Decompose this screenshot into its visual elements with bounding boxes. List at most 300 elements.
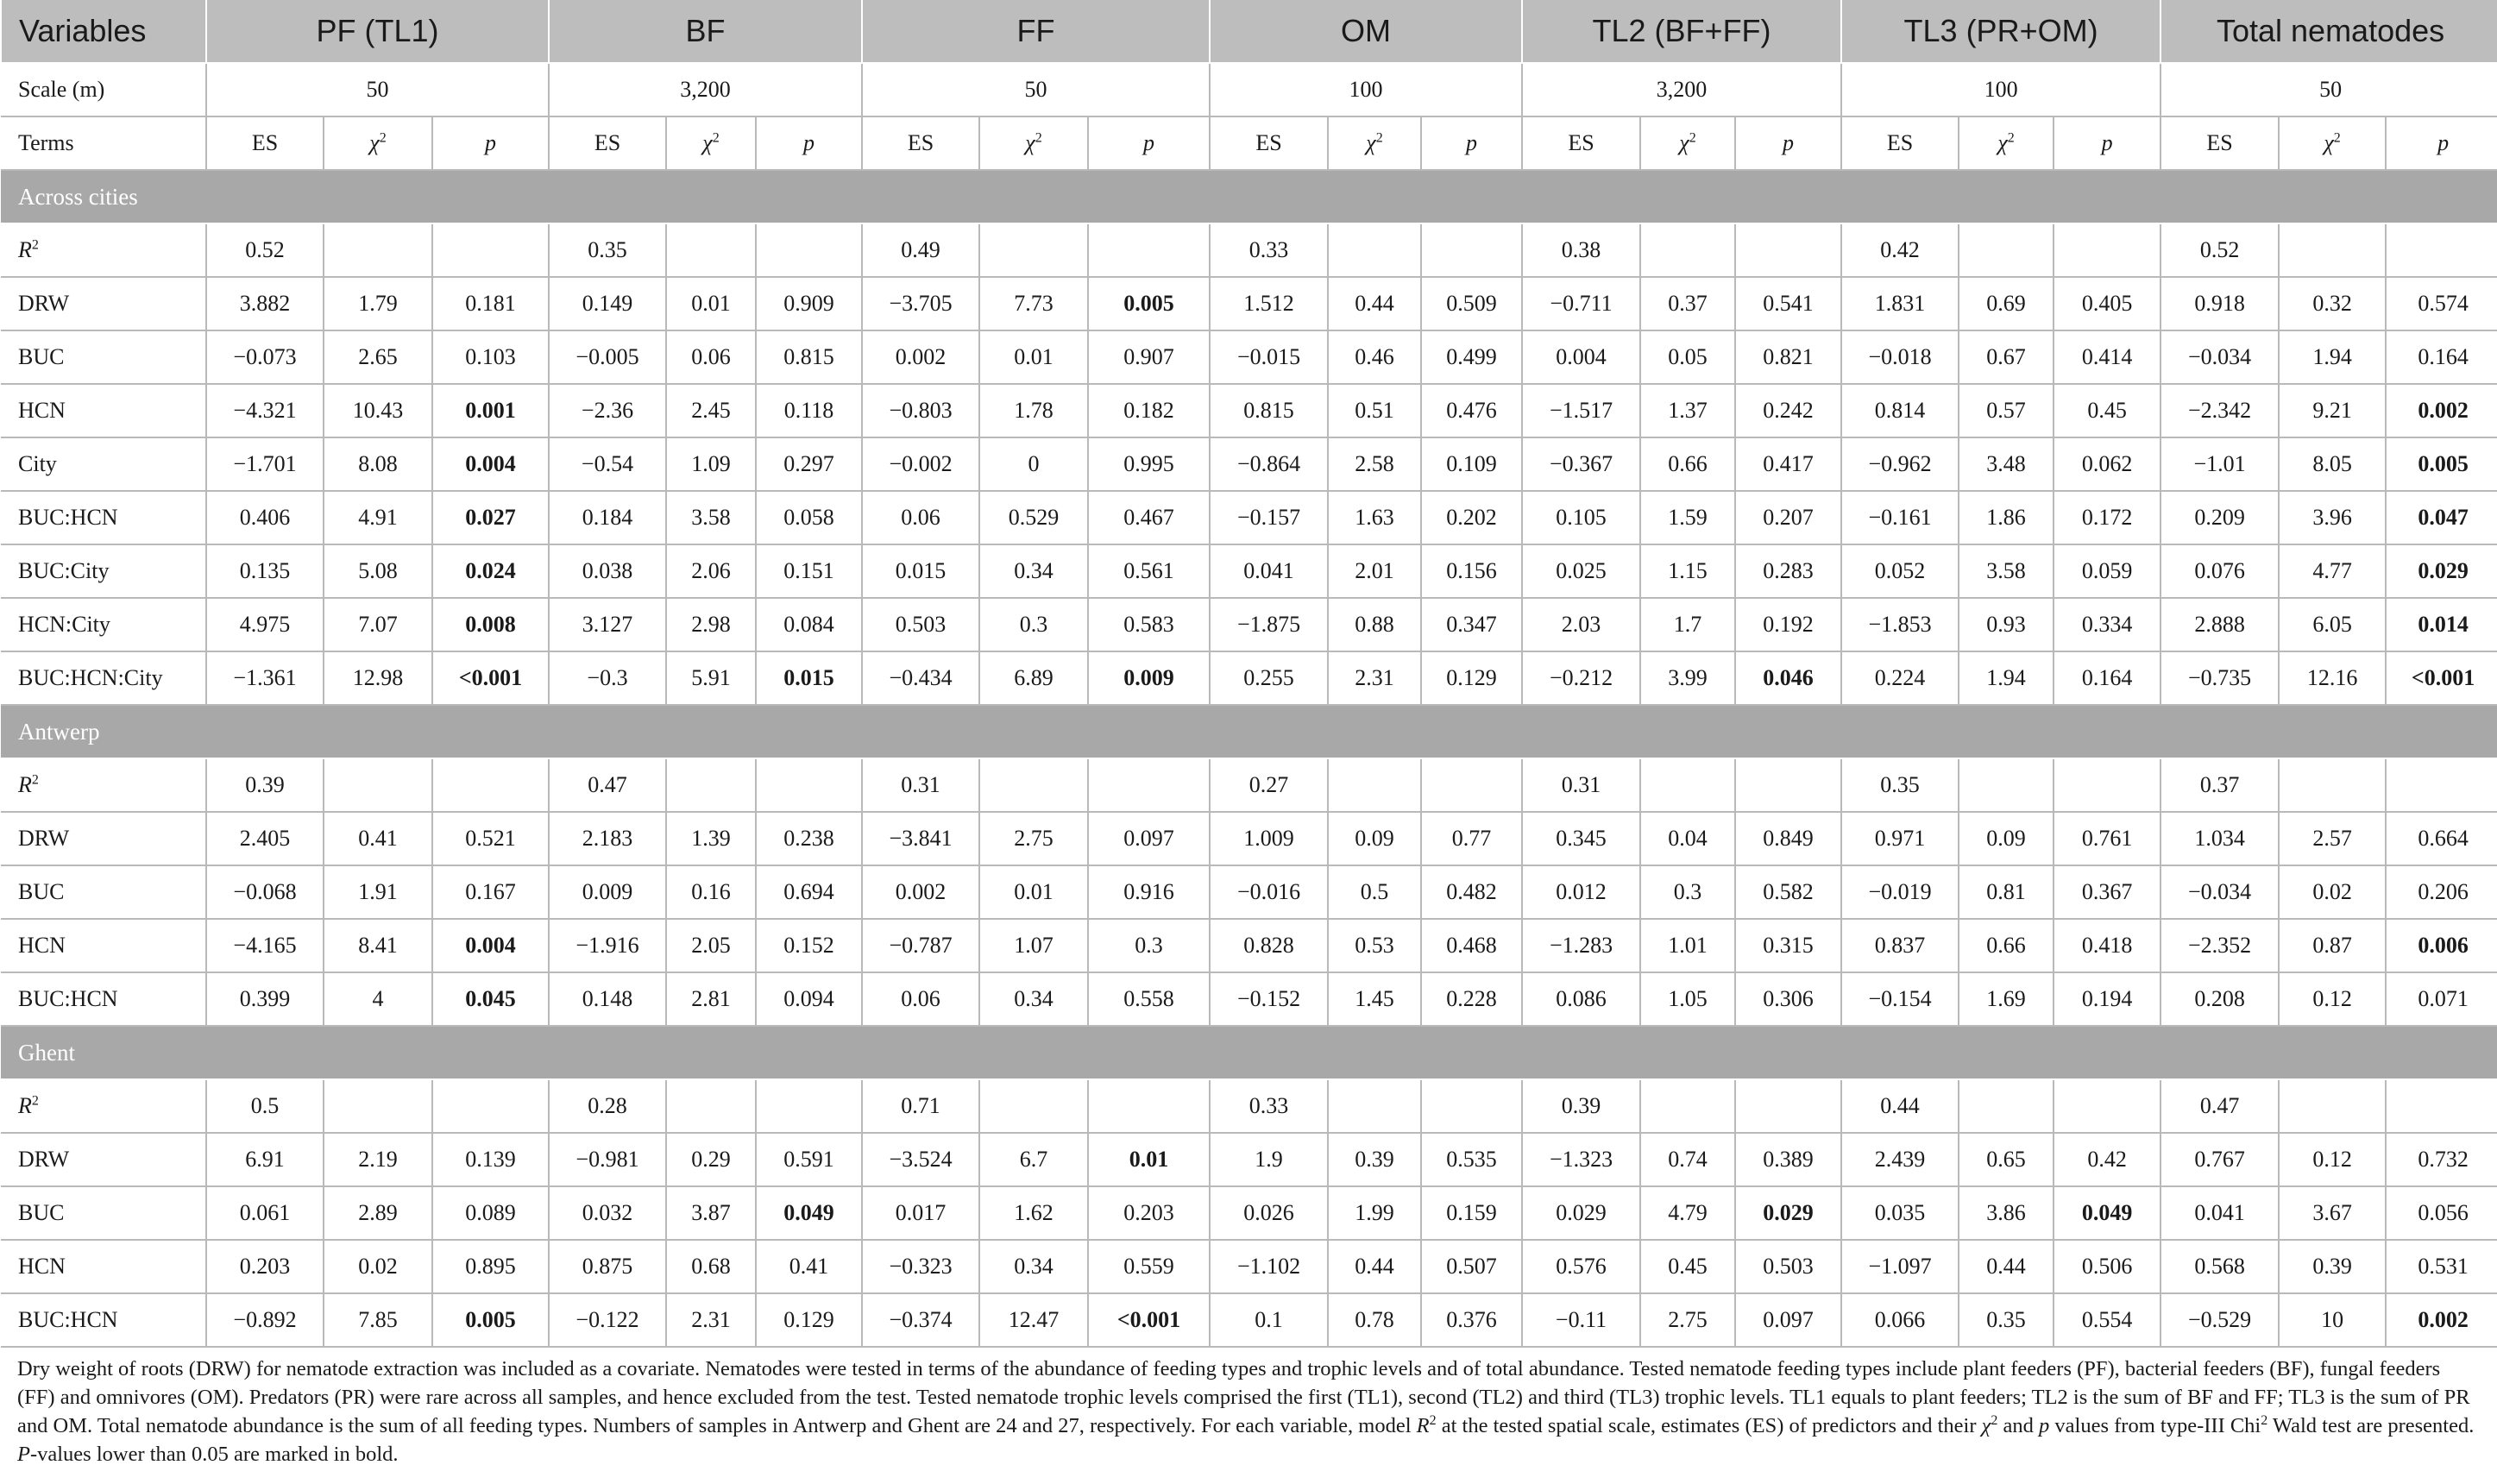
chi-square-cell: 0.41 — [324, 812, 432, 865]
chi-square-cell: 1.09 — [666, 437, 756, 491]
header-column-5: TL3 (PR+OM) — [1841, 0, 2161, 63]
p-value-cell: 0.242 — [1735, 384, 1841, 437]
p-value-cell: 0.139 — [432, 1133, 549, 1186]
footnote-chi-sup: 2 — [1991, 1412, 1998, 1428]
p-value-cell: 0.004 — [432, 919, 549, 972]
empty-cell — [1735, 758, 1841, 812]
chi-symbol: χ — [1679, 130, 1689, 155]
estimate-cell: −0.073 — [206, 330, 324, 384]
estimate-cell: −0.434 — [862, 651, 979, 705]
term-label: City — [1, 437, 206, 491]
header-column-4: TL2 (BF+FF) — [1522, 0, 1841, 63]
p-value-cell: 0.152 — [756, 919, 862, 972]
chi-square-cell: 3.86 — [1959, 1186, 2054, 1240]
chi-square-cell: 2.58 — [1328, 437, 1421, 491]
r2-value: 0.52 — [2161, 223, 2279, 277]
p-value-cell: 0.005 — [432, 1293, 549, 1347]
footnote-text-6: -values lower than 0.05 are marked in bold. — [29, 1443, 399, 1466]
empty-cell — [666, 223, 756, 277]
p-value-cell: 0.821 — [1735, 330, 1841, 384]
r2-value: 0.38 — [1522, 223, 1640, 277]
p-value-cell: 0.089 — [432, 1186, 549, 1240]
estimate-cell: 0.875 — [549, 1240, 666, 1293]
estimate-cell: 0.837 — [1841, 919, 1959, 972]
terms-chi-square — [1328, 116, 1421, 170]
term-label: BUC — [1, 1186, 206, 1240]
p-value-cell: 0.206 — [2386, 865, 2497, 919]
chi-square-cell: 0.67 — [1959, 330, 2054, 384]
chi-square-cell: 0.81 — [1959, 865, 2054, 919]
p-value-cell: 0.004 — [432, 437, 549, 491]
p-symbol: p — [2101, 130, 2113, 155]
section-header-row — [1, 705, 2497, 758]
header-column-3: OM — [1210, 0, 1522, 63]
chi-square-cell: 1.94 — [2279, 330, 2386, 384]
empty-cell — [324, 1079, 432, 1133]
chi-square-cell: 8.05 — [2279, 437, 2386, 491]
empty-cell — [1640, 223, 1735, 277]
r2-value: 0.35 — [549, 223, 666, 277]
chi-square-cell: 10 — [2279, 1293, 2386, 1347]
chi-square-cell: 1.99 — [1328, 1186, 1421, 1240]
estimate-cell: −0.367 — [1522, 437, 1640, 491]
p-value-cell: 0.058 — [756, 491, 862, 544]
estimate-cell: 6.91 — [206, 1133, 324, 1186]
estimate-cell: 0.041 — [1210, 544, 1328, 598]
estimate-cell: −1.097 — [1841, 1240, 1959, 1293]
terms-label: Terms — [1, 116, 206, 170]
p-value-cell: 0.182 — [1088, 384, 1210, 437]
section-title: Ghent — [1, 1026, 2497, 1079]
empty-cell — [1735, 223, 1841, 277]
p-value-cell: 0.029 — [2386, 544, 2497, 598]
estimate-cell: 0.815 — [1210, 384, 1328, 437]
term-label: DRW — [1, 277, 206, 330]
p-value-cell: 0.541 — [1735, 277, 1841, 330]
chi-square-cell: 0.34 — [979, 972, 1088, 1026]
terms-es: ES — [862, 116, 979, 170]
table-row — [1, 277, 2497, 330]
estimate-cell: 0.135 — [206, 544, 324, 598]
r2-value: 0.47 — [549, 758, 666, 812]
estimate-cell: −0.005 — [549, 330, 666, 384]
estimate-cell: −1.701 — [206, 437, 324, 491]
r2-label — [1, 758, 206, 812]
chi-square-cell: 0.09 — [1959, 812, 2054, 865]
terms-p — [756, 116, 862, 170]
estimate-cell: −0.323 — [862, 1240, 979, 1293]
estimate-cell: 0.061 — [206, 1186, 324, 1240]
chi-square-cell: 1.78 — [979, 384, 1088, 437]
estimate-cell: 0.052 — [1841, 544, 1959, 598]
p-value-cell: 0.503 — [1735, 1240, 1841, 1293]
estimate-cell: 0.148 — [549, 972, 666, 1026]
chi-square-cell: 0.29 — [666, 1133, 756, 1186]
chi-square-cell: 2.75 — [1640, 1293, 1735, 1347]
estimate-cell: 3.882 — [206, 277, 324, 330]
empty-cell — [1328, 758, 1421, 812]
chi-symbol: χ — [1366, 130, 1376, 155]
header-column-0: PF (TL1) — [206, 0, 549, 63]
chi-square-cell: 0.65 — [1959, 1133, 2054, 1186]
empty-cell — [2054, 758, 2161, 812]
estimate-cell: −0.015 — [1210, 330, 1328, 384]
term-label: BUC:HCN — [1, 491, 206, 544]
p-value-cell: 0.694 — [756, 865, 862, 919]
r2-symbol: R — [18, 237, 32, 262]
p-value-cell: 0.129 — [756, 1293, 862, 1347]
estimate-cell: 0.041 — [2161, 1186, 2279, 1240]
estimate-cell: −0.54 — [549, 437, 666, 491]
r2-superscript: 2 — [31, 1093, 39, 1109]
table-row — [1, 437, 2497, 491]
chi-square-cell: 0.3 — [1640, 865, 1735, 919]
p-value-cell: 0.103 — [432, 330, 549, 384]
estimate-cell: 0.06 — [862, 972, 979, 1026]
p-value-cell: 0.561 — [1088, 544, 1210, 598]
chi-square-cell: 0.45 — [1640, 1240, 1735, 1293]
estimate-cell: −1.01 — [2161, 437, 2279, 491]
chi-square-cell: 0.34 — [979, 1240, 1088, 1293]
chi-square-cell: 1.37 — [1640, 384, 1735, 437]
scale-value: 100 — [1210, 63, 1522, 116]
table-row — [1, 651, 2497, 705]
p-value-cell: 0.059 — [2054, 544, 2161, 598]
p-value-cell: 0.42 — [2054, 1133, 2161, 1186]
footnote-chi: χ — [1981, 1414, 1991, 1437]
scale-value: 50 — [862, 63, 1210, 116]
estimate-cell: 2.405 — [206, 812, 324, 865]
chi-square-cell: 0.39 — [1328, 1133, 1421, 1186]
chi-square-cell: 2.57 — [2279, 812, 2386, 865]
estimate-cell: 0.918 — [2161, 277, 2279, 330]
chi-square-cell: 1.01 — [1640, 919, 1735, 972]
p-value-cell: 0.405 — [2054, 277, 2161, 330]
terms-es: ES — [2161, 116, 2279, 170]
p-value-cell: 0.001 — [432, 384, 549, 437]
empty-cell — [1735, 1079, 1841, 1133]
estimate-cell: −4.165 — [206, 919, 324, 972]
p-value-cell: 0.499 — [1421, 330, 1522, 384]
empty-cell — [1088, 1079, 1210, 1133]
estimate-cell: −0.034 — [2161, 330, 2279, 384]
p-symbol: p — [803, 130, 815, 155]
chi-symbol: χ — [1025, 130, 1035, 155]
p-value-cell: 0.094 — [756, 972, 862, 1026]
chi-square-cell: 3.58 — [666, 491, 756, 544]
p-value-cell: 0.664 — [2386, 812, 2497, 865]
empty-cell — [432, 1079, 549, 1133]
empty-cell — [324, 223, 432, 277]
p-value-cell: 0.047 — [2386, 491, 2497, 544]
p-value-cell: 0.815 — [756, 330, 862, 384]
table-row — [1, 812, 2497, 865]
p-value-cell: 0.181 — [432, 277, 549, 330]
p-value-cell: <0.001 — [1088, 1293, 1210, 1347]
scale-value: 50 — [206, 63, 549, 116]
chi-square-cell: 2.06 — [666, 544, 756, 598]
estimate-cell: 1.9 — [1210, 1133, 1328, 1186]
p-value-cell: 0.507 — [1421, 1240, 1522, 1293]
terms-p — [2386, 116, 2497, 170]
estimate-cell: 0.035 — [1841, 1186, 1959, 1240]
estimate-cell: 1.512 — [1210, 277, 1328, 330]
empty-cell — [2386, 758, 2497, 812]
empty-cell — [2279, 758, 2386, 812]
estimate-cell: 0.208 — [2161, 972, 2279, 1026]
p-value-cell: 0.849 — [1735, 812, 1841, 865]
chi-square-cell: 0 — [979, 437, 1088, 491]
estimate-cell: 0.012 — [1522, 865, 1640, 919]
chi-square-cell: 7.07 — [324, 598, 432, 651]
chi-square-cell: 0.68 — [666, 1240, 756, 1293]
chi-square-cell: 2.81 — [666, 972, 756, 1026]
estimate-cell: −1.102 — [1210, 1240, 1328, 1293]
terms-row — [1, 116, 2497, 170]
p-value-cell: 0.583 — [1088, 598, 1210, 651]
p-value-cell: 0.521 — [432, 812, 549, 865]
chi-square-cell: 7.73 — [979, 277, 1088, 330]
term-label: BUC — [1, 330, 206, 384]
estimate-cell: −0.735 — [2161, 651, 2279, 705]
empty-cell — [2386, 223, 2497, 277]
table-row — [1, 1133, 2497, 1186]
section-title: Antwerp — [1, 705, 2497, 758]
r2-value: 0.37 — [2161, 758, 2279, 812]
estimate-cell: 3.127 — [549, 598, 666, 651]
p-value-cell: 0.554 — [2054, 1293, 2161, 1347]
estimate-cell: −0.002 — [862, 437, 979, 491]
p-value-cell: 0.468 — [1421, 919, 1522, 972]
empty-cell — [1421, 223, 1522, 277]
p-value-cell: 0.509 — [1421, 277, 1522, 330]
empty-cell — [1959, 758, 2054, 812]
chi-square-cell: 1.7 — [1640, 598, 1735, 651]
r2-value: 0.33 — [1210, 1079, 1328, 1133]
estimate-cell: 0.1 — [1210, 1293, 1328, 1347]
estimate-cell: −0.154 — [1841, 972, 1959, 1026]
term-label: HCN — [1, 919, 206, 972]
chi-square-cell: 0.04 — [1640, 812, 1735, 865]
estimate-cell: −0.016 — [1210, 865, 1328, 919]
r2-value: 0.39 — [1522, 1079, 1640, 1133]
estimate-cell: 0.828 — [1210, 919, 1328, 972]
estimate-cell: 0.06 — [862, 491, 979, 544]
p-value-cell: 0.306 — [1735, 972, 1841, 1026]
estimate-cell: 2.183 — [549, 812, 666, 865]
empty-cell — [1640, 758, 1735, 812]
chi-square-cell: 0.93 — [1959, 598, 2054, 651]
chi-square-cell: 0.529 — [979, 491, 1088, 544]
estimate-cell: 0.971 — [1841, 812, 1959, 865]
scale-value: 3,200 — [549, 63, 862, 116]
chi-square-cell: 10.43 — [324, 384, 432, 437]
p-symbol: p — [1783, 130, 1795, 155]
p-value-cell: 0.995 — [1088, 437, 1210, 491]
empty-cell — [1421, 1079, 1522, 1133]
chi-square-cell: 0.05 — [1640, 330, 1735, 384]
estimate-cell: −0.981 — [549, 1133, 666, 1186]
table-row — [1, 1186, 2497, 1240]
chi-superscript: 2 — [712, 130, 720, 146]
p-value-cell: 0.347 — [1421, 598, 1522, 651]
p-value-cell: 0.159 — [1421, 1186, 1522, 1240]
p-value-cell: 0.334 — [2054, 598, 2161, 651]
estimate-cell: 0.568 — [2161, 1240, 2279, 1293]
estimate-cell: −1.875 — [1210, 598, 1328, 651]
estimate-cell: −0.212 — [1522, 651, 1640, 705]
header-row — [1, 0, 2497, 63]
p-value-cell: 0.027 — [432, 491, 549, 544]
p-value-cell: 0.164 — [2054, 651, 2161, 705]
p-value-cell: 0.002 — [2386, 1293, 2497, 1347]
p-value-cell: 0.129 — [1421, 651, 1522, 705]
estimate-cell: −1.361 — [206, 651, 324, 705]
r2-row — [1, 758, 2497, 812]
estimate-cell: −0.711 — [1522, 277, 1640, 330]
empty-cell — [1088, 223, 1210, 277]
chi-square-cell: 6.7 — [979, 1133, 1088, 1186]
terms-p — [1421, 116, 1522, 170]
estimate-cell: −3.524 — [862, 1133, 979, 1186]
empty-cell — [1328, 223, 1421, 277]
estimate-cell: −1.916 — [549, 919, 666, 972]
p-value-cell: 0.046 — [1735, 651, 1841, 705]
chi-square-cell: 0.12 — [2279, 1133, 2386, 1186]
chi-square-cell: 1.05 — [1640, 972, 1735, 1026]
empty-cell — [2386, 1079, 2497, 1133]
estimate-cell: −0.11 — [1522, 1293, 1640, 1347]
term-label: DRW — [1, 1133, 206, 1186]
p-value-cell: 0.045 — [432, 972, 549, 1026]
r2-superscript: 2 — [31, 772, 39, 788]
estimate-cell: 0.399 — [206, 972, 324, 1026]
estimate-cell: −1.323 — [1522, 1133, 1640, 1186]
footnote-p: p — [2039, 1414, 2050, 1437]
p-symbol: p — [2437, 130, 2450, 155]
p-symbol: p — [1466, 130, 1478, 155]
chi-square-cell: 1.15 — [1640, 544, 1735, 598]
scale-value: 3,200 — [1522, 63, 1841, 116]
estimate-cell: −3.705 — [862, 277, 979, 330]
p-value-cell: 0.056 — [2386, 1186, 2497, 1240]
footnote-text-1: Dry weight of roots (DRW) for nematode extraction was included as a covariate. Nematodes were tested in terms of the abundance of feeding types and trophic levels and of total abundance. Tested nematode feeding types include plant feeders (PF), bacterial feeders (BF), fungal feeders (FF) and omnivores (OM). Predators (PR) were rare across all samples, and hence excluded from the test. Tested nematode trophic levels comprised the first (TL1), second (TL2) and third (TL3) trophic levels. TL1 equals to plant feeders; TL2 is the sum of BF and FF; TL3 is the sum of PR and OM. Total nematode abundance is the sum of all feeding types. Numbers of samples in Antwerp and Ghent are 24 and 27, respectively. For each variable, model — [17, 1357, 2470, 1437]
p-value-cell: 0.574 — [2386, 277, 2497, 330]
term-label: BUC:City — [1, 544, 206, 598]
estimate-cell: 4.975 — [206, 598, 324, 651]
estimate-cell: −0.122 — [549, 1293, 666, 1347]
chi-symbol: χ — [702, 130, 713, 155]
table-row — [1, 330, 2497, 384]
estimate-cell: 0.026 — [1210, 1186, 1328, 1240]
p-value-cell: 0.118 — [756, 384, 862, 437]
estimate-cell: −0.152 — [1210, 972, 1328, 1026]
empty-cell — [979, 223, 1088, 277]
chi-square-cell: 0.01 — [979, 865, 1088, 919]
chi-square-cell: 0.01 — [666, 277, 756, 330]
p-value-cell: 0.367 — [2054, 865, 2161, 919]
chi-square-cell: 1.63 — [1328, 491, 1421, 544]
term-label: DRW — [1, 812, 206, 865]
table-footnote — [17, 1355, 2476, 1468]
r2-value: 0.33 — [1210, 223, 1328, 277]
r2-symbol: R — [18, 1093, 32, 1118]
chi-square-cell: 1.91 — [324, 865, 432, 919]
r2-symbol: R — [18, 772, 32, 797]
chi-square-cell: 6.05 — [2279, 598, 2386, 651]
estimate-cell: −2.342 — [2161, 384, 2279, 437]
estimate-cell: −3.841 — [862, 812, 979, 865]
chi-square-cell: 0.88 — [1328, 598, 1421, 651]
header-column-2: FF — [862, 0, 1210, 63]
table-row — [1, 544, 2497, 598]
empty-cell — [666, 758, 756, 812]
term-label: BUC:HCN:City — [1, 651, 206, 705]
terms-chi-square — [1640, 116, 1735, 170]
estimate-cell: 0.503 — [862, 598, 979, 651]
p-value-cell: 0.167 — [432, 865, 549, 919]
p-value-cell: 0.45 — [2054, 384, 2161, 437]
p-value-cell: 0.156 — [1421, 544, 1522, 598]
table-row — [1, 491, 2497, 544]
chi-square-cell: 3.48 — [1959, 437, 2054, 491]
section-header-row — [1, 1026, 2497, 1079]
p-value-cell: 0.008 — [432, 598, 549, 651]
r2-value: 0.27 — [1210, 758, 1328, 812]
chi-square-cell: 2.01 — [1328, 544, 1421, 598]
chi-square-cell: 0.66 — [1640, 437, 1735, 491]
table-row — [1, 1240, 2497, 1293]
estimate-cell: 0.029 — [1522, 1186, 1640, 1240]
terms-chi-square — [979, 116, 1088, 170]
chi-square-cell: 1.79 — [324, 277, 432, 330]
table-row — [1, 384, 2497, 437]
terms-p — [2054, 116, 2161, 170]
section-title: Across cities — [1, 170, 2497, 223]
p-value-cell: 0.071 — [2386, 972, 2497, 1026]
header-column-6: Total nematodes — [2161, 0, 2497, 63]
chi-square-cell: 4.91 — [324, 491, 432, 544]
p-value-cell: 0.029 — [1735, 1186, 1841, 1240]
estimate-cell: −2.352 — [2161, 919, 2279, 972]
estimate-cell: −0.529 — [2161, 1293, 2279, 1347]
p-value-cell: 0.582 — [1735, 865, 1841, 919]
estimate-cell: −1.853 — [1841, 598, 1959, 651]
estimate-cell: −4.321 — [206, 384, 324, 437]
empty-cell — [432, 758, 549, 812]
terms-p — [1088, 116, 1210, 170]
p-value-cell: 0.761 — [2054, 812, 2161, 865]
estimate-cell: 0.015 — [862, 544, 979, 598]
p-value-cell: 0.558 — [1088, 972, 1210, 1026]
chi-square-cell: 5.08 — [324, 544, 432, 598]
chi-square-cell: 5.91 — [666, 651, 756, 705]
p-value-cell: 0.506 — [2054, 1240, 2161, 1293]
estimate-cell: −2.36 — [549, 384, 666, 437]
chi-square-cell: 3.96 — [2279, 491, 2386, 544]
chi-square-cell: 0.09 — [1328, 812, 1421, 865]
estimate-cell: −0.787 — [862, 919, 979, 972]
chi-superscript: 2 — [1689, 130, 1696, 146]
p-value-cell: 0.559 — [1088, 1240, 1210, 1293]
chi-superscript: 2 — [379, 130, 387, 146]
section-header-row — [1, 170, 2497, 223]
footnote-r-sup: 2 — [1429, 1412, 1437, 1428]
chi-square-cell: 0.74 — [1640, 1133, 1735, 1186]
chi-square-cell: 0.44 — [1328, 1240, 1421, 1293]
estimate-cell: −0.019 — [1841, 865, 1959, 919]
footnote-text-5: Wald test are presented. — [2267, 1414, 2475, 1437]
